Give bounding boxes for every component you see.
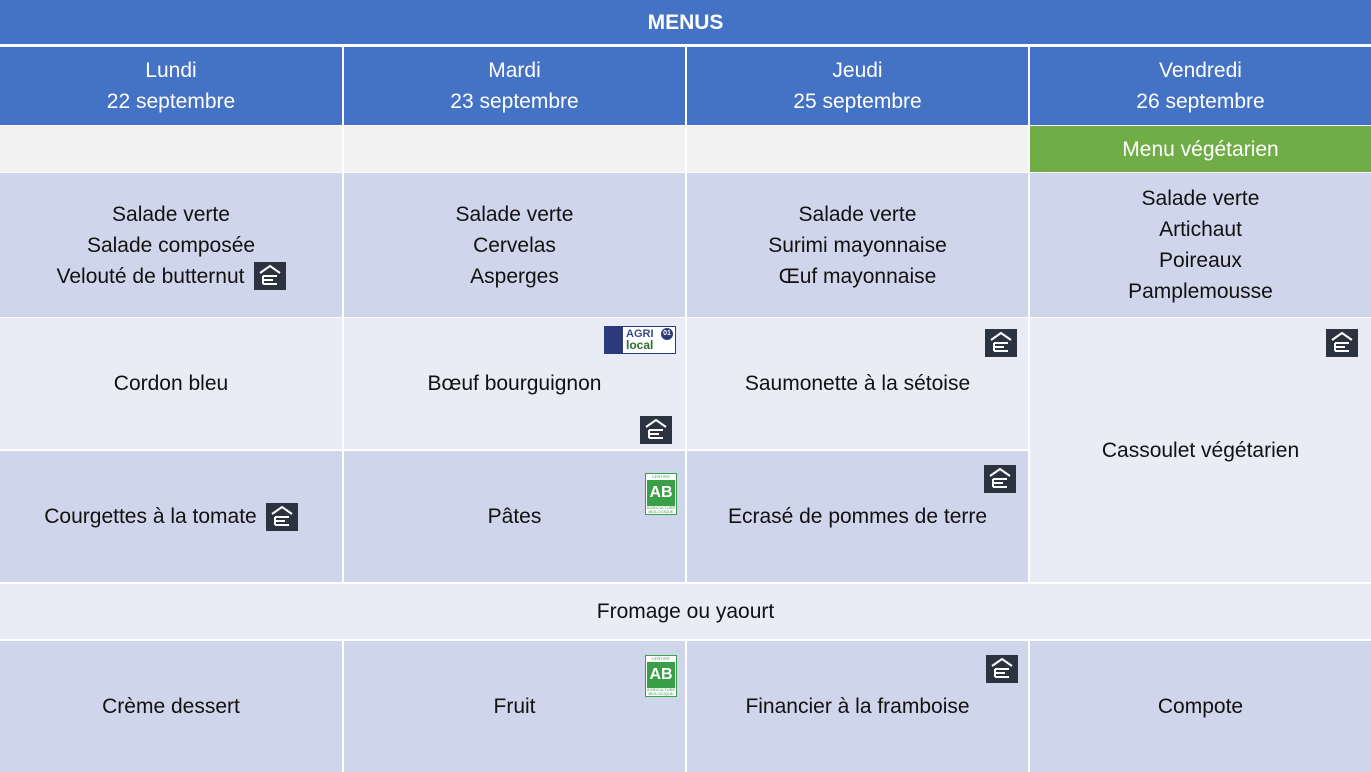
label-cell-empty xyxy=(0,126,342,172)
homemade-icon xyxy=(984,465,1016,493)
label-cell-empty xyxy=(687,126,1028,172)
ab-top: CERTIFIÉ xyxy=(651,656,671,661)
dish: Pâtes xyxy=(487,505,542,528)
day-name: Lundi xyxy=(145,59,197,82)
day-header-jeudi xyxy=(687,47,1028,125)
dish: Courgettes à la tomate xyxy=(44,505,257,528)
dish: Salade verte xyxy=(112,202,230,226)
homemade-badge xyxy=(986,653,1018,684)
dish: Fruit xyxy=(493,695,536,718)
dessert-mardi xyxy=(344,641,685,772)
cheese-row xyxy=(0,584,1371,639)
main-lundi xyxy=(0,318,342,449)
main-jeudi xyxy=(687,318,1028,449)
dish: Surimi mayonnaise xyxy=(768,233,947,257)
ab-bottom: AGRICULTURE BIOLOGIQUE xyxy=(646,687,676,696)
organic-ab-logo xyxy=(645,473,677,515)
dish: Fromage ou yaourt xyxy=(596,600,775,623)
day-name: Mardi xyxy=(488,59,541,82)
day-header-vendredi xyxy=(1030,47,1371,125)
main-mardi xyxy=(344,318,685,449)
dish: Cervelas xyxy=(473,233,556,257)
starters-lundi xyxy=(0,173,342,317)
starters-vendredi xyxy=(1030,173,1371,317)
day-date: 25 septembre xyxy=(793,90,922,113)
homemade-badge xyxy=(985,327,1017,358)
homemade-badge xyxy=(1326,327,1358,358)
main-vendredi xyxy=(1030,318,1371,582)
dish: Velouté de butternut xyxy=(56,264,245,288)
dish: Salade verte xyxy=(798,202,917,226)
side-lundi xyxy=(0,451,342,582)
menu-title-text: MENUS xyxy=(647,10,724,34)
homemade-badge xyxy=(640,414,672,445)
homemade-icon xyxy=(1326,329,1358,357)
dish: Salade verte xyxy=(1141,187,1260,210)
homemade-badge xyxy=(984,463,1016,494)
day-date: 23 septembre xyxy=(450,90,579,113)
dish: Pamplemousse xyxy=(1128,280,1273,303)
day-date: 26 septembre xyxy=(1136,90,1265,113)
vegetarian-menu-text: Menu végétarien xyxy=(1122,137,1279,161)
dish: Saumonette à la sétoise xyxy=(744,372,971,395)
agri-line1: AGRI xyxy=(626,328,654,340)
side-jeudi xyxy=(687,451,1028,582)
dessert-vendredi xyxy=(1030,641,1371,772)
vegetarian-menu-label xyxy=(1030,126,1371,172)
homemade-icon xyxy=(986,655,1018,683)
day-date: 22 septembre xyxy=(106,90,236,113)
dish: Salade verte xyxy=(455,202,574,226)
starters-jeudi xyxy=(687,173,1028,317)
dish-line xyxy=(57,261,286,292)
side-mardi xyxy=(344,451,685,582)
dish: Cordon bleu xyxy=(113,372,229,395)
dish: Œuf mayonnaise xyxy=(778,264,937,288)
agri-local-logo xyxy=(604,326,676,354)
dish: Cassoulet végétarien xyxy=(1101,438,1300,462)
dish: Crème dessert xyxy=(102,695,240,718)
ab-mark: AB xyxy=(647,662,675,688)
agri-number: 01 xyxy=(661,328,673,340)
homemade-icon xyxy=(254,262,286,290)
homemade-icon xyxy=(266,503,298,531)
dish: Ecrasé de pommes de terre xyxy=(727,505,988,528)
starters-mardi xyxy=(344,173,685,317)
dish: Asperges xyxy=(470,264,559,288)
ab-top: CERTIFIÉ xyxy=(651,474,671,479)
agri-line2: local xyxy=(626,338,654,352)
dish: Artichaut xyxy=(1159,218,1242,241)
dish: Poireaux xyxy=(1159,249,1242,272)
label-cell-empty xyxy=(344,126,685,172)
day-header-mardi xyxy=(344,47,685,125)
menu-title xyxy=(0,0,1371,44)
dish-line xyxy=(44,501,297,532)
day-name: Jeudi xyxy=(832,59,883,82)
dish: Salade composée xyxy=(86,233,256,257)
dish: Bœuf bourguignon xyxy=(427,372,602,395)
day-name: Vendredi xyxy=(1159,59,1242,82)
dish: Compote xyxy=(1157,695,1244,718)
ab-bottom: AGRICULTURE BIOLOGIQUE xyxy=(646,505,676,514)
homemade-icon xyxy=(640,416,672,444)
organic-ab-logo xyxy=(645,655,677,697)
ab-mark: AB xyxy=(647,480,675,506)
day-header-lundi xyxy=(0,47,342,125)
dish: Financier à la framboise xyxy=(745,695,970,718)
dessert-jeudi xyxy=(687,641,1028,772)
homemade-icon xyxy=(985,329,1017,357)
dessert-lundi xyxy=(0,641,342,772)
agri-local-bar xyxy=(605,327,623,353)
agri-local-text xyxy=(623,327,675,353)
